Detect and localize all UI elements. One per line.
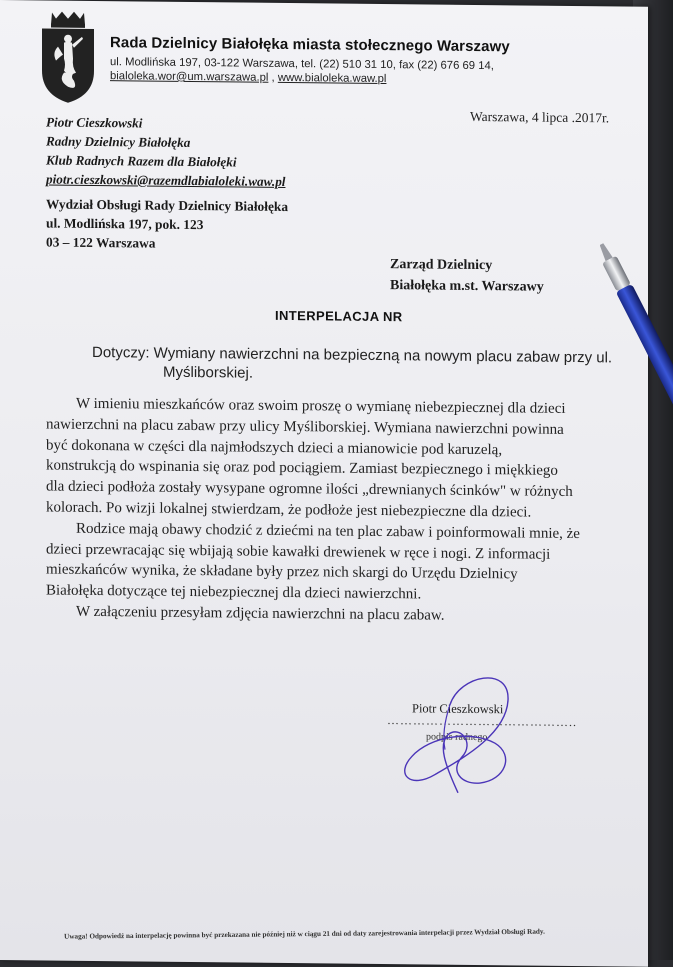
author-club: Klub Radnych Razem dla Białołęki [46, 152, 237, 170]
body-line: nawierzchni na placu zabaw przy ulicy Myśliborskiej. Wymiana nawierzchni powinna [46, 416, 564, 438]
body-line: kolorach. Po wizji lokalnej stwierdzam, że podłoże jest niebezpieczne dla dzieci. [46, 499, 532, 521]
author-block [46, 112, 285, 191]
council-contact-line [110, 70, 386, 85]
department-name: Wydział Obsługi Rady Dzielnicy Białołęka [46, 196, 289, 215]
department-city: 03 – 122 Warszawa [46, 234, 156, 251]
subject-line-2: Myśliborskiej. [163, 363, 254, 382]
body-line: być dokonana w części dla najmłodszych dzieci a mianowicie pod karuzelą, [46, 437, 503, 458]
signature-caption: podpis radnego [426, 731, 488, 744]
ballpoint-pen-icon [600, 228, 673, 418]
body-line: dla dzieci podłoża zostały wysypane ogromne ilości „drewnianych ścinków" w różnych [46, 478, 573, 501]
handwritten-signature-icon [390, 664, 530, 795]
author-name: Piotr Cieszkowski [46, 114, 143, 131]
recipient-block [390, 254, 544, 298]
body-line: Białołęka dotyczące tej niebezpiecznej dla dzieci nawierzchni. [46, 582, 422, 603]
body-paragraph-1 [46, 393, 636, 524]
body-line: W załączeniu przesyłam zdjęcia nawierzchni na placu zabaw. [76, 603, 445, 624]
council-website-link[interactable]: www.bialoleka.waw.pl [277, 71, 387, 86]
council-email-link[interactable]: bialoleka.wor@um.warszawa.pl [110, 70, 269, 84]
council-address: ul. Modlińska 197, 03-122 Warszawa, tel. (22) 510 31 10, fax (22) 676 69 14, [110, 56, 494, 73]
department-block [46, 194, 288, 254]
body-line: mieszkańców wynika, że składane były przez nich skargi do Urzędu Dzielnicy [46, 561, 518, 583]
recipient-line-1: Zarząd Dzielnicy [390, 257, 493, 274]
body-line: W imieniu mieszkańców oraz swoim proszę o wymianę niebezpiecznej dla dzieci [76, 395, 566, 417]
document-title: INTERPELACJA NR [275, 307, 403, 325]
body-line: Rodzice mają obawy chodzić z dziećmi na ten plac zabaw i poinformowali mnie, że [76, 520, 580, 542]
author-role: Radny Dzielnicy Białołęka [46, 133, 191, 150]
contact-separator: , [268, 71, 278, 84]
body-paragraph-2 [46, 518, 636, 607]
subject-line-1: Dotyczy: Wymiany nawierzchni na bezpieczną na nowym placu zabaw przy ul. [92, 343, 613, 367]
signature-dotted-line: …………………………………….. [387, 713, 577, 730]
letter-body [46, 393, 636, 628]
letter-date: Warszawa, 4 lipca .2017r. [470, 108, 610, 126]
body-line: dzieci przewracając się wbijają sobie kawałki drewienek w ręce i nogi. Z informacji [46, 541, 551, 563]
council-title: Rada Dzielnicy Białołęka miasta stołecznego Warszawy [110, 34, 510, 56]
author-email-link[interactable]: piotr.cieszkowski@razemdlabialoleki.waw.pl [46, 171, 286, 189]
recipient-line-2: Białołęka m.st. Warszawy [390, 278, 544, 295]
body-line: konstrukcją do wspinania się oraz pod pociągiem. Zamiast bezpiecznego i miękkiego [46, 457, 558, 480]
signature-name: Piotr Cieszkowski [412, 701, 504, 717]
department-street: ul. Modlińska 197, pok. 123 [46, 215, 204, 233]
subject-block [92, 343, 612, 386]
warsaw-coat-of-arms-icon [38, 10, 98, 105]
footer-notice: Uwaga! Odpowiedź na interpelację powinna być przekazana nie później niż w ciągu 21 dni od daty zarejestrowania interpelacji przez Wydział Obsługi Rady. [64, 927, 545, 941]
